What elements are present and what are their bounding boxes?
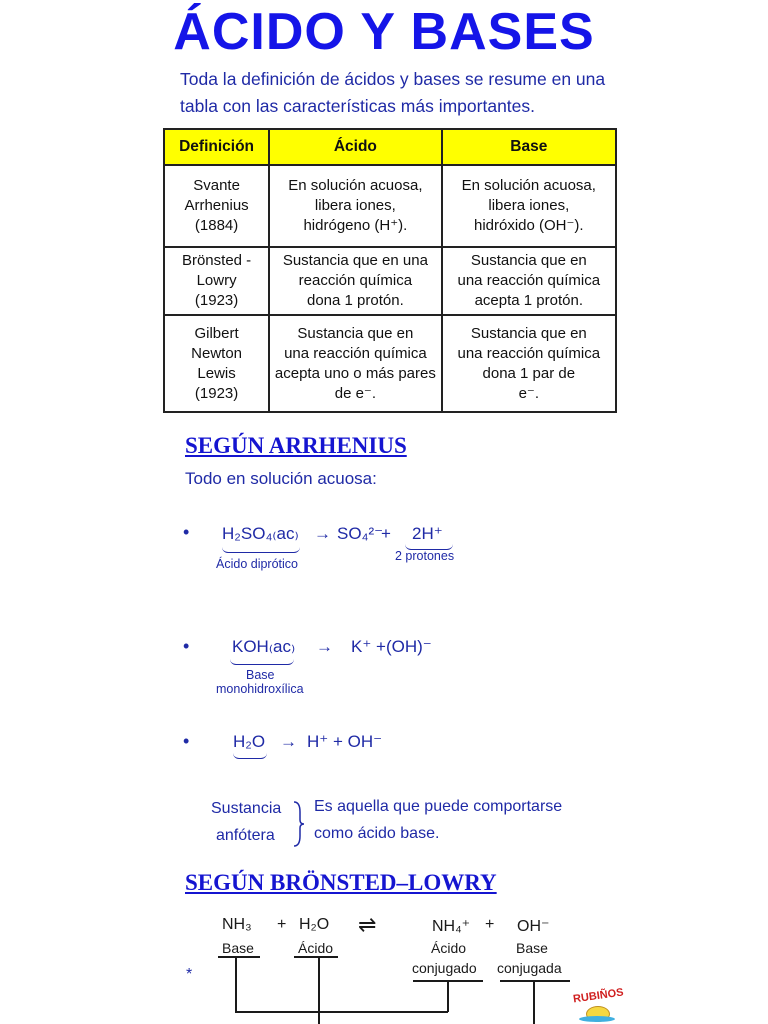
cell-acid: En solución acuosa, libera iones, hidrógeno (H⁺). xyxy=(269,165,441,247)
connector-acid-conj-vertical xyxy=(447,981,449,1012)
eq2-note-2: monohidroxílica xyxy=(216,682,304,696)
eq3-brace xyxy=(233,753,267,759)
header-acido: Ácido xyxy=(269,129,441,165)
eq1-note-left: Ácido diprótico xyxy=(216,557,298,571)
page-title: ÁCIDO Y BASES xyxy=(173,3,595,61)
eq1-note-right: 2 protones xyxy=(395,549,455,563)
eq2-reactant: KOH₍ac₎ xyxy=(232,637,296,656)
connector-base-horizontal xyxy=(235,1011,448,1013)
table-row xyxy=(164,165,616,247)
cell-def: Brönsted - Lowry (1923) xyxy=(164,247,269,315)
table-header-row xyxy=(164,129,616,165)
label-acid: Ácido xyxy=(298,940,334,956)
label-base-conj-1: Base xyxy=(516,940,548,956)
cell-base: En solución acuosa, libera iones, hidróxido (OH⁻). xyxy=(442,165,616,247)
cell-acid: Sustancia que en una reacción química acepta uno o más pares de e⁻. xyxy=(269,315,441,412)
bullet-2: • xyxy=(183,636,190,656)
underline-base-conj xyxy=(500,980,570,982)
cell-def: Svante Arrhenius (1884) xyxy=(164,165,269,247)
eq1-reactant: H₂SO₄₍ac₎ xyxy=(222,524,299,543)
eq3-arrow: → xyxy=(280,732,297,751)
cell-base: Sustancia que en una reacción química dona 1 par de e⁻. xyxy=(442,315,616,412)
underline-base xyxy=(218,956,260,958)
bullet-3: • xyxy=(183,731,190,751)
label-acid-conj-2: conjugado xyxy=(412,960,477,976)
amph-term-2: anfótera xyxy=(216,827,275,844)
plus-2: + xyxy=(485,916,495,933)
cell-def: Gilbert Newton Lewis (1923) xyxy=(164,315,269,412)
connector-base-conj-vertical xyxy=(533,981,535,1024)
star-bullet: * xyxy=(186,966,193,983)
label-base: Base xyxy=(222,940,254,956)
connector-base-vertical xyxy=(235,957,237,1012)
plus-1: + xyxy=(277,916,287,933)
amph-brace xyxy=(291,800,305,848)
amph-def-1: Es aquella que puede comportarse xyxy=(314,798,563,815)
definitions-table xyxy=(163,128,617,413)
rubinos-logo: RUBIÑOS xyxy=(573,990,623,1024)
connector-acid-vertical xyxy=(318,957,320,1024)
amph-term-1: Sustancia xyxy=(211,800,282,817)
eq1-brace-left xyxy=(222,547,300,553)
section-heading-arrhenius: SEGÚN ARRHENIUS xyxy=(185,433,407,458)
eq1-product-1: SO₄²⁻ xyxy=(337,524,384,543)
cell-acid: Sustancia que en una reacción química dona 1 protón. xyxy=(269,247,441,315)
header-base: Base xyxy=(442,129,616,165)
eq2-arrow: → xyxy=(316,637,333,656)
equilibrium-arrows: ⇌ xyxy=(358,912,377,937)
eq3-products: H⁺ + OH⁻ xyxy=(307,732,383,751)
cell-base: Sustancia que en una reacción química acepta 1 protón. xyxy=(442,247,616,315)
nh3: NH₃ xyxy=(222,916,252,933)
eq2-brace xyxy=(230,659,294,665)
eq1-arrow: → xyxy=(314,524,331,543)
label-acid-conj-1: Ácido xyxy=(431,940,467,956)
bullet-1: • xyxy=(183,522,190,542)
underline-acid xyxy=(294,956,338,958)
label-base-conj-2: conjugada xyxy=(497,960,562,976)
table-row xyxy=(164,315,616,412)
eq2-note-1: Base xyxy=(246,668,275,682)
header-definicion: Definición xyxy=(164,129,269,165)
table-row xyxy=(164,247,616,315)
oh: OH⁻ xyxy=(517,918,550,935)
eq3-reactant: H₂O xyxy=(233,732,266,751)
h2o: H₂O xyxy=(299,916,330,933)
nh4: NH₄⁺ xyxy=(432,918,471,935)
eq1-product-2: 2H⁺ xyxy=(412,524,443,543)
intro-line-1: Toda la definición de ácidos y bases se resume en una xyxy=(180,69,606,89)
amph-def-2: como ácido base. xyxy=(314,825,440,842)
eq1-plus: + xyxy=(381,524,391,543)
section-heading-bronsted: SEGÚN BRÖNSTED–LOWRY xyxy=(185,870,497,895)
eq2-products: K⁺ +(OH)⁻ xyxy=(351,637,432,656)
intro-line-2: tabla con las características más importantes. xyxy=(180,96,536,116)
arrhenius-subtitle: Todo en solución acuosa: xyxy=(185,469,377,488)
